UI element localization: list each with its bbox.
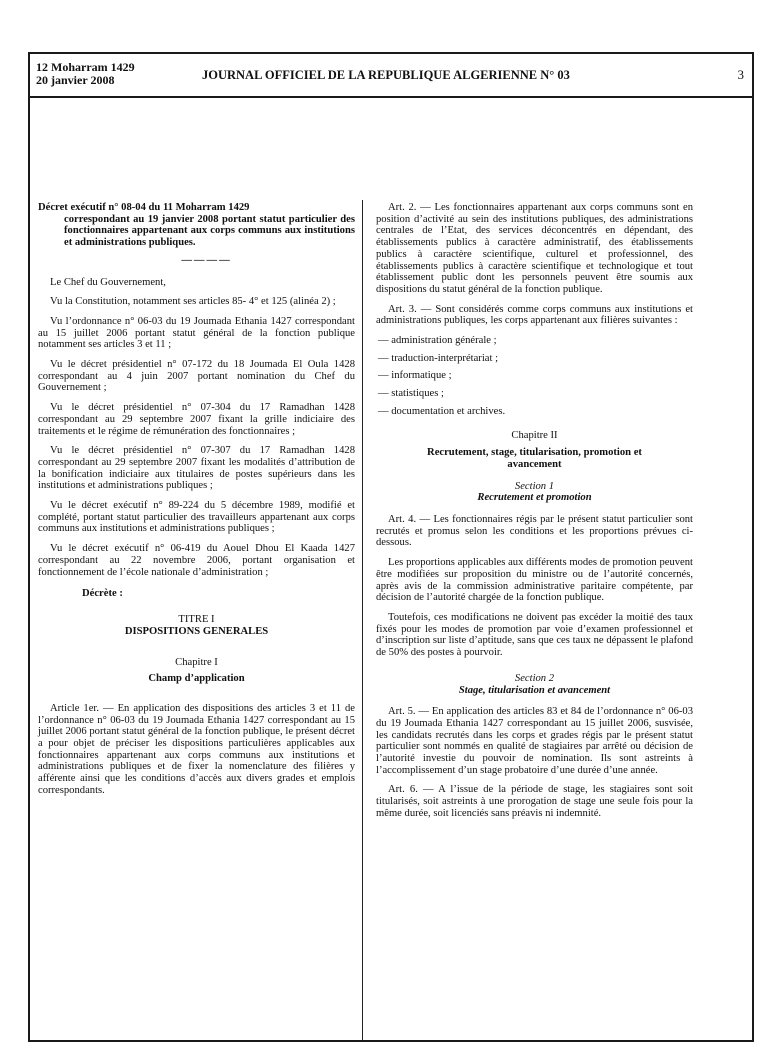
left-column — [38, 202, 355, 804]
list-item: — documentation et archives. — [376, 406, 693, 418]
list-item: — traduction-interprétariat ; — [376, 353, 693, 365]
article-3: Art. 3. — Sont considérés comme corps communs aux institutions et administrations publiques, les corps appartenant aux filières suivantes : — [376, 303, 693, 327]
article-6: Art. 6. — A l’issue de la période de stage, les stagiaires sont soit titularisés, soit astreints à une prorogation de stage une seule fois pour la même durée, soit licenciés sans préavis ni indemnité. — [376, 784, 693, 819]
chef-du-gouvernement: Le Chef du Gouvernement, — [50, 276, 166, 288]
titre-name: DISPOSITIONS GENERALES — [124, 625, 269, 637]
visa-decret-89-224: Vu le décret exécutif n° 89-224 du 5 décembre 1989, modifié et complété, portant statut particulier des travailleurs appartenant aux corps communs aux institutions et administrations publiques ; — [38, 500, 355, 535]
visa-decret-06-419: Vu le décret exécutif n° 06-419 du Aouel Dhou El Kaada 1427 correspondant au 22 novembre 2006, portant organisation et fonctionnement de l’école nationale d’administration ; — [38, 543, 355, 578]
chapitre-2-heading — [376, 430, 693, 471]
journal-page — [28, 52, 754, 1042]
filieres-list — [376, 335, 693, 418]
visa-decret-07-307: Vu le décret présidentiel n° 07-307 du 17 Ramadhan 1428 correspondant au 29 septembre 2007 fixant les modalités d’attribution de la bonification indiciaire aux titulaires de postes supérieurs dans les institutions et administrations publiques ; — [38, 445, 355, 492]
visa-constitution: Vu la Constitution, notamment ses articles 85- 4° et 125 (alinéa 2) ; — [50, 296, 336, 308]
right-column — [376, 202, 693, 828]
article-4: Art. 4. — Les fonctionnaires régis par le présent statut particulier sont recrutés et promus selon les conditions et les proportions prévues ci-dessous. — [376, 514, 693, 549]
title-separator: ———— — [181, 254, 232, 266]
chapitre-name: Champ d’application — [148, 673, 245, 685]
decrete-heading: Décrète : — [82, 588, 123, 600]
chapitre-2-number: Chapitre II — [511, 429, 558, 441]
decree-title — [38, 202, 355, 249]
column-divider — [362, 200, 363, 1040]
section-1-number: Section 1 — [514, 480, 555, 492]
chapitre-number: Chapitre I — [175, 657, 218, 669]
chapitre-2-name: Recrutement, stage, titularisation, promotion et avancement — [427, 447, 642, 470]
section-2-name: Stage, titularisation et avancement — [458, 684, 611, 696]
header-date — [36, 61, 135, 87]
list-item: — informatique ; — [376, 370, 693, 382]
article-1: Article 1er. — En application des dispositions des articles 3 et 11 de l’ordonnance n° 06-03 du 19 Joumada Ethania 1427 correspondant au 15 juillet 2006 portant statut général de la fonction publique, le présent décret a pour objet de préciser les dispositions particulières applicables aux fonctionnaires appartenant aux corps communs aux institutions et administrations publiques et de fixer la nomenclature des filières y afférente ainsi que les conditions d’accès aux divers grades et emplois correspondants. — [38, 702, 355, 796]
header-date-gregorian: 20 janvier 2008 — [36, 73, 115, 87]
article-4-paragraph-3: Toutefois, ces modifications ne doivent pas excéder la moitié des taux fixés pour les modes de promotion par voie d’examen professionnel et d’inscription sur liste d’aptitude, sans que ces taux ne dépassent le plafond de 50% des postes à pourvoir. — [376, 611, 693, 659]
section-2-number: Section 2 — [514, 672, 555, 684]
page-number: 3 — [737, 67, 744, 82]
article-4-paragraph-2: Les proportions applicables aux différents modes de promotion peuvent être modifiées sur proposition du ministre ou de l’autorité concernés, après avis de la commission administrative paritaire compétente, par décision de l’autorité chargée de la fonction publique. — [376, 557, 693, 604]
list-item: — administration générale ; — [376, 335, 693, 347]
list-item: — statistiques ; — [376, 388, 693, 400]
article-5: Art. 5. — En application des articles 83 et 84 de l’ordonnance n° 06-03 du 19 Joumada Ethania 1427 correspondant au 15 juillet 2006, susvisée, les candidats recrutés dans les corps et grades régis par le présent statut particulier sont nommés en qualité de stagiaires par arrêté ou décision de l’autorité investie du pouvoir de nomination. Ils sont astreints à l’accomplissement d’un stage probatoire d’une durée d’une année. — [376, 706, 693, 776]
article-2: Art. 2. — Les fonctionnaires appartenant aux corps communs sont en position d’activité au sein des institutions publiques, des administrations centrales de l’Etat, des services déconcentrés en dépendant, des établissements publics à caractère administratif, des établissements publics à caractère scientifique, culturel et professionnel, des établissements publics à caractère scientifique et technologique et tout établissement public dont les personnels peuvent être soumis aux dispositions du statut général de la fonction publique. — [376, 202, 693, 295]
titre-number: TITRE I — [178, 613, 215, 625]
decree-title-rest: correspondant au 19 janvier 2008 portant statut particulier des fonctionnaires appartenant aux corps communs aux institutions et administrations publiques. — [64, 213, 355, 249]
chapitre-heading — [38, 657, 355, 684]
visa-ordonnance: Vu l’ordonnance n° 06-03 du 19 Joumada Ethania 1427 correspondant au 15 juillet 2006 portant statut général de la fonction publique notamment ses articles 3 et 11 ; — [38, 315, 355, 351]
visa-decret-07-304: Vu le décret présidentiel n° 07-304 du 17 Ramadhan 1428 correspondant au 29 septembre 2007 fixant la grille indiciaire des traitements et le régime de rémunération des fonctionnaires ; — [38, 402, 355, 437]
header-date-hijri: 12 Moharram 1429 — [36, 60, 135, 74]
section-1-name: Recrutement et promotion — [477, 492, 592, 504]
page-header — [30, 54, 752, 98]
decree-title-first-line: Décret exécutif n° 08-04 du 11 Moharram 1429 — [38, 202, 250, 213]
journal-title: JOURNAL OFFICIEL DE LA REPUBLIQUE ALGERIENNE N° 03 — [202, 68, 570, 82]
visa-decret-07-172: Vu le décret présidentiel n° 07-172 du 18 Joumada El Oula 1428 correspondant au 4 juin 2007 portant nomination du Chef du Gouvernement ; — [38, 359, 355, 394]
